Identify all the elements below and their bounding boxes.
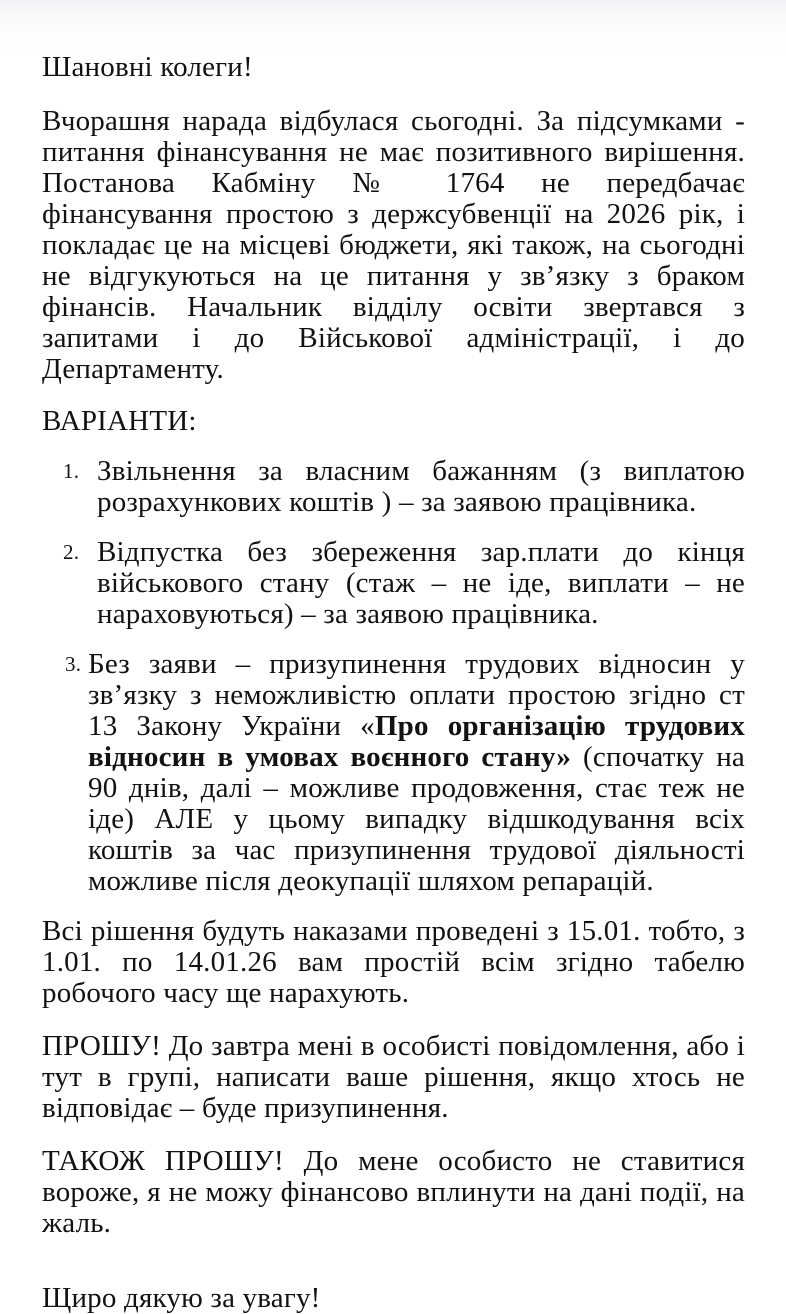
option-text-bold-quote: Про організацію трудових відносин в умовах воєнного стану» xyxy=(88,710,745,773)
option-text-end: (спочатку на 90 днів, далі – можливе продовження, стає теж не іде) АЛЕ у цьому випадку відшкодування всіх коштів за час призупинення трудової діяльності можливе після деокупації шляхом репарацій. xyxy=(88,741,745,897)
option-text: Відпустка без збереження зар.плати до кінця військового стану (стаж – не іде, виплати – не нараховуються) – за заявою працівника. xyxy=(97,536,745,630)
option-text-start: Без заяви – призупинення трудових відносин у зв’язку з неможливістю оплати простою згідно ст 13 Закону України « xyxy=(88,648,745,742)
letter-body xyxy=(42,52,745,1314)
decision-paragraph: Всі рішення будуть наказами проведені з 15.01. тобто, з 1.01. по 14.01.26 вам простій всім згідно табелю робочого часу ще нарахують. xyxy=(42,915,745,1009)
option-number: 1. xyxy=(63,459,80,483)
option-number: 2. xyxy=(63,540,80,564)
option-item-1 xyxy=(42,456,745,518)
closing-text: Щиро дякую за увагу! xyxy=(42,1282,321,1314)
option-number: 3. xyxy=(65,652,82,676)
second-request-paragraph: ТАКОЖ ПРОШУ! До мене особисто не ставитися вороже, я не можу фінансово вплинути на дані події, на жаль. xyxy=(42,1145,745,1239)
option-item-3 xyxy=(42,649,745,897)
option-text xyxy=(88,648,745,897)
request-paragraph: ПРОШУ! До завтра мені в особисті повідомлення, або і тут в групі, написати ваше рішення, якщо хтось не відповідає – буде призупинення. xyxy=(42,1030,745,1124)
intro-paragraph: Вчорашня нарада відбулася сьогодні. За підсумками - питання фінансування не має позитивного вирішення. Постанова Кабміну № 1764 не передбачає фінансування простою з держсубвенції на 2026 рік, і покладає це на місцеві бюджети, які також, на сьогодні не відгукуються на це питання у зв’язку з браком фінансів. Начальник відділу освіти звертався з запитами і до Військової адміністрації, і до Департаменту. xyxy=(42,105,745,385)
greeting-text: Шановні колеги! xyxy=(42,51,253,83)
option-item-2 xyxy=(42,537,745,630)
option-text: Звільнення за власним бажанням (з виплатою розрахункових коштів ) – за заявою працівника. xyxy=(97,455,745,518)
options-heading: ВАРІАНТИ: xyxy=(42,405,197,437)
